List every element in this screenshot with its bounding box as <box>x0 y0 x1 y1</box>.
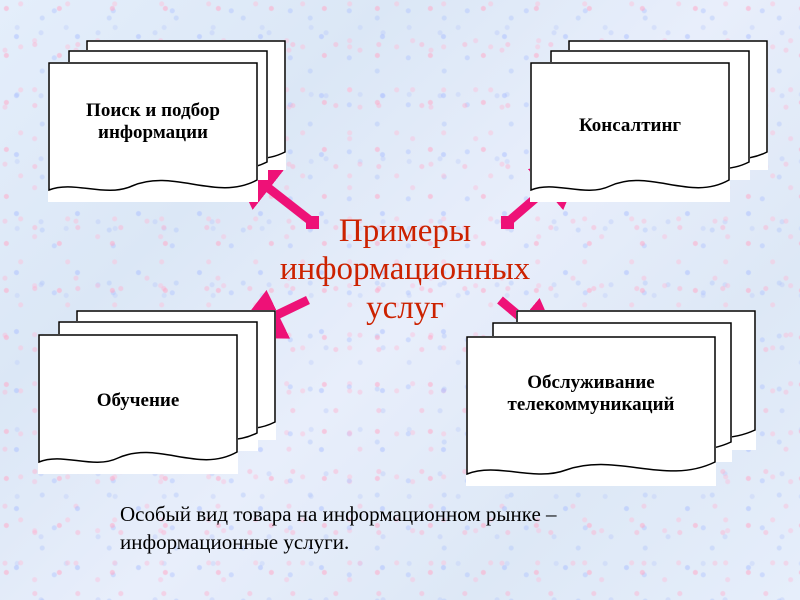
center-title-line-2: информационных <box>279 251 531 288</box>
node-search-label: Поиск и подбор информации <box>86 100 220 143</box>
center-title-line-3: услуг <box>366 289 444 326</box>
node-telecom-label: Обслуживание телекоммуникаций <box>507 372 675 415</box>
node-training[interactable] <box>38 310 278 460</box>
node-consulting[interactable] <box>530 40 770 190</box>
node-consulting-label: Консалтинг <box>578 115 682 136</box>
node-search[interactable] <box>48 40 288 190</box>
node-training-label: Обучение <box>96 390 180 411</box>
slide-caption: Особый вид товара на информационном рынке – информационные услуги. <box>120 502 557 555</box>
center-title-line-1: Примеры <box>338 213 472 249</box>
node-telecom[interactable] <box>466 310 756 475</box>
center-title <box>245 212 565 327</box>
